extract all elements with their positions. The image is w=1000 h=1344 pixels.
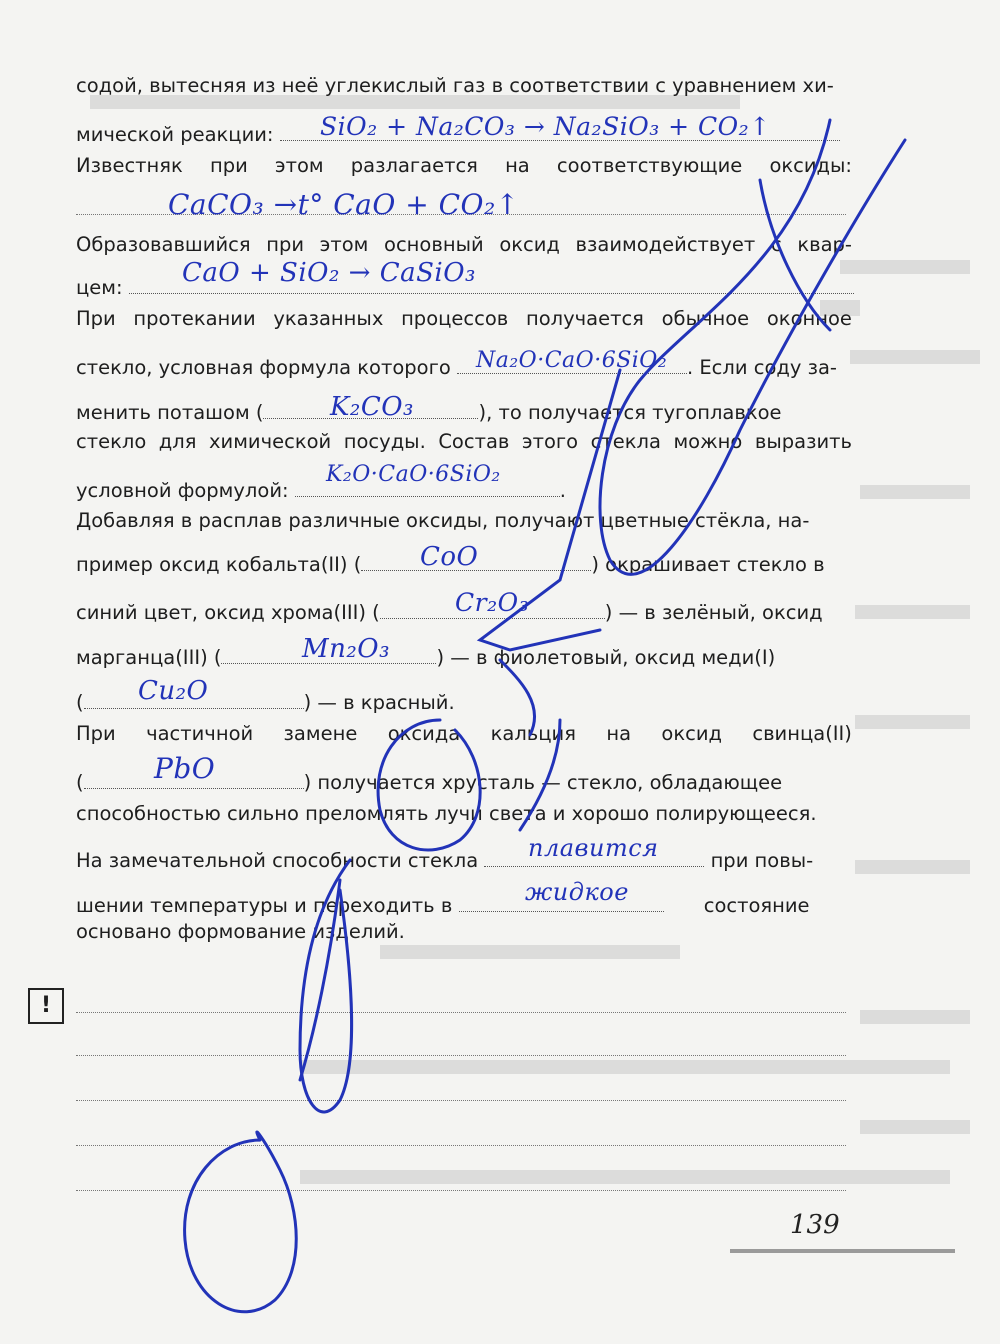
- text: основано формование изделий.: [76, 920, 405, 943]
- text: менить поташом (: [76, 401, 264, 424]
- word: при: [209, 154, 248, 177]
- text: содой, вытесняя из неё углекислый газ в соответствии с уравнением хи-: [76, 74, 834, 97]
- text: шении температуры и переходить в: [76, 894, 453, 917]
- text: состояние: [703, 894, 810, 917]
- text: Добавляя в расплав различные оксиды, получают цветные стёкла, на-: [76, 509, 810, 532]
- word: стекла: [590, 430, 661, 453]
- exclamation-box-icon: !: [28, 988, 64, 1024]
- text: ) — в фиолетовый, оксид меди(I): [436, 646, 776, 669]
- word: оконное: [766, 307, 852, 330]
- word: посуды.: [343, 430, 426, 453]
- page-number: 139: [790, 1210, 840, 1240]
- text: (: [76, 691, 84, 714]
- handwritten-manganese-oxide: Mn₂O₃: [302, 634, 391, 664]
- handwritten-equation-3: CaO + SiO₂ → CaSiO₃: [182, 258, 476, 288]
- word: частичной: [146, 722, 254, 745]
- text: способностью сильно преломлять лучи света и хорошо полирующееся.: [76, 802, 817, 825]
- handwritten-lead-oxide: PbO: [154, 752, 216, 785]
- word: этом: [319, 233, 369, 256]
- word: этого: [521, 430, 579, 453]
- word: При: [76, 722, 116, 745]
- handwritten-state: жидкое: [525, 878, 629, 906]
- word: с: [770, 233, 782, 256]
- word: выразить: [754, 430, 852, 453]
- word: протекании: [133, 307, 256, 330]
- text: (: [76, 771, 84, 794]
- handwritten-copper-oxide: Cu₂O: [138, 676, 209, 706]
- word: оксид: [661, 722, 722, 745]
- word: замене: [283, 722, 358, 745]
- word: оксиды:: [769, 154, 852, 177]
- text: пример оксид кобальта(II) (: [76, 553, 362, 576]
- word: этом: [274, 154, 324, 177]
- text: ) — в красный.: [303, 691, 455, 714]
- word: обычное: [661, 307, 750, 330]
- word: на: [505, 154, 530, 177]
- word: химической: [209, 430, 332, 453]
- handwritten-equation-1: SiO₂ + Na₂CO₃ → Na₂SiO₃ + CO₂↑: [320, 112, 771, 141]
- text: мической реакции:: [76, 123, 274, 146]
- handwritten-potash: K₂CO₃: [330, 392, 414, 422]
- word: процессов: [401, 307, 509, 330]
- word: При: [76, 307, 116, 330]
- word: на: [606, 722, 632, 745]
- text: ), то получается тугоплавкое: [478, 401, 782, 424]
- word: при: [266, 233, 305, 256]
- text: ) получается хрусталь — стекло, обладающее: [303, 771, 783, 794]
- word: получается: [525, 307, 644, 330]
- handwritten-cobalt-oxide: CoO: [420, 542, 479, 572]
- word: для: [158, 430, 197, 453]
- word: разлагается: [350, 154, 478, 177]
- word: можно: [673, 430, 743, 453]
- text: ) — в зелёный, оксид: [604, 601, 823, 624]
- word: соответствующие: [556, 154, 743, 177]
- word: стекло: [76, 430, 147, 453]
- handwritten-hard-glass-formula: K₂O·CaO·6SiO₂: [326, 462, 501, 487]
- word: основный: [384, 233, 484, 256]
- word: Состав: [438, 430, 510, 453]
- word: свинца(II): [752, 722, 852, 745]
- text: при повы-: [710, 849, 814, 872]
- word: квар-: [797, 233, 852, 256]
- text-line-11: условной формулой: .: [76, 479, 566, 502]
- word: взаимодействует: [575, 233, 756, 256]
- handwritten-equation-2: CaCO₃ →t° CaO + CO₂↑: [168, 188, 520, 221]
- word: указанных: [273, 307, 384, 330]
- text: синий цвет, оксид хрома(III) (: [76, 601, 380, 624]
- text: цем:: [76, 276, 123, 299]
- word: кальция: [490, 722, 576, 745]
- word: оксид: [499, 233, 560, 256]
- text: условной формулой:: [76, 479, 289, 502]
- page-number-rule: [730, 1249, 955, 1253]
- text: марганца(III) (: [76, 646, 222, 669]
- text: стекло, условная формула которого: [76, 356, 451, 379]
- text: На замечательной способности стекла: [76, 849, 479, 872]
- handwritten-chromium-oxide: Cr₂O₃: [455, 588, 530, 617]
- word: Известняк: [76, 154, 183, 177]
- handwritten-glass-formula: Na₂O·CaO·6SiO₂: [476, 348, 668, 373]
- handwritten-property: плавится: [528, 834, 659, 862]
- text: ) окрашивает стекло в: [591, 553, 825, 576]
- word: оксида: [387, 722, 461, 745]
- text: . Если соду за-: [686, 356, 837, 379]
- word: Образовавшийся: [76, 233, 251, 256]
